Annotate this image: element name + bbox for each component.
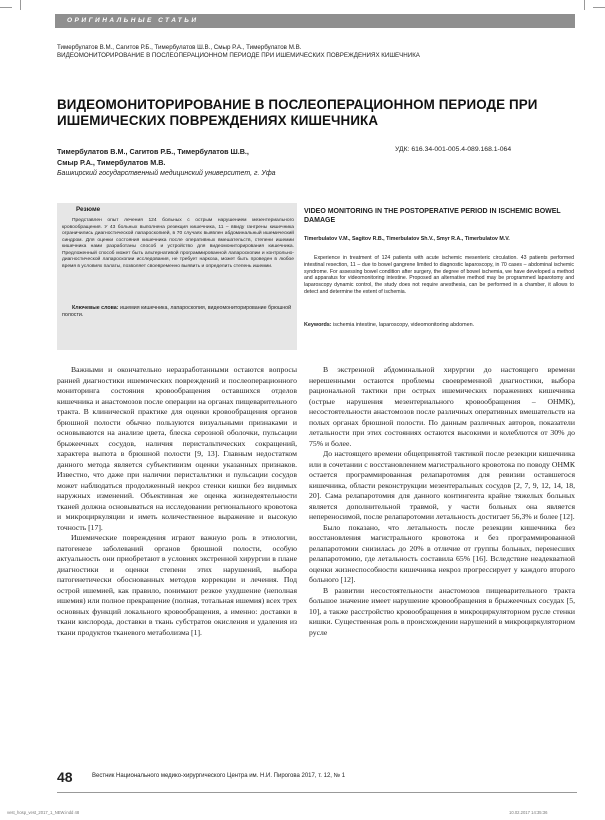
udk-code: УДК: 616.34-001-005.4-089.168.1-064	[395, 146, 512, 153]
paragraph: До настоящего времени общепринятой тактикой после резекции кишечника или в сочетании с восстановлением магистрального кровотока по поводу ОНМК остается программированная релапаротомия для ревизии оставшегося кишечника, области реконструкции мезентеральных сосудов [2, 7, 9, 12, 14, 18, 20]. Сама релапаротомия для данного контингента крайне тяжелых больных является дополнительной травмой, у части больных она является непереносимой, после релапаротомии летальность достигает 56,3% и более [12].	[309, 449, 575, 521]
paragraph: Было показано, что летальность после резекции кишечника без восстановления магистрального кровотока и без программированной релапаротомии снизилась до 20% в отличие от группы больных, перенесших релапаротомию, где летальность составила 65% [16]. Вследствие неадекватной оценки жизнеспособности кишечника некроз прогрессирует у каждого второго больного [12].	[309, 522, 575, 584]
running-header-authors: Тимербулатов В.М., Сагитов Р.Б., Тимербулатов Ш.В., Смыр Р.А., Тимербулатов М.В.	[57, 44, 302, 51]
paragraph: В экстренной абдоминальной хирургии до настоящего времени нерешенными остаются проблемы своевременной диагностики, выбора рациональной тактики при острых ишемических поражениях кишечника (острые нарушения мезентериального кровообращения – ОНМК), несостоятельности анастомозов после различных оперативных вмешательств на полых органах брюшной полости. По данным различных авторов, показатели летальности при этих состояниях остаются высокими и колеблются от 30% до 75% и более.	[309, 365, 575, 448]
running-header-title: ВИДЕОМОНИТОРИРОВАНИЕ В ПОСЛЕОПЕРАЦИОННОМ ПЕРИОДЕ ПРИ ИШЕМИЧЕСКИХ ПОВРЕЖДЕНИЯХ КИШЕЧНИКА	[57, 52, 420, 59]
page-number: 48	[57, 769, 73, 785]
abstract-en-authors: Timerbulatov V.M., Sagitov R.B., Timerbulatov Sh.V., Smyr R.A., Timerbulatov M.V.	[304, 236, 510, 242]
authors-line-2: Смыр Р.А., Тимербулатов М.В.	[57, 157, 166, 167]
abstract-en-title: VIDEO MONITORING IN THE POSTOPERATIVE PERIOD IN ISCHEMIC BOWEL DAMAGE	[304, 208, 561, 224]
paragraph: Важными и окончательно неразработанными остаются вопросы ранней диагностики ишемических повреждений и послеоперационного мониторинга состояния кровообращения оставшихся отделов кишечника и анастомозов после операции на органах пищеварительного тракта. В клинической практике для оценки кровообращения органов брюшной полости обычно пользуются визуальными признаками и основываются на анализе цвета, блеска серозной оболочки, пульсации брыжеечных сосудов, наличия перистальтических сокращений, характера выпота в брюшной полости [9, 13]. Главным недостатком данного метода является субъективизм оценки указанных признаков. Известно, что даже при наличии перистальтики и пульсации сосудов может наблюдаться продолженный некроз стенки кишки без видимых наружных изменений. Объективная же оценка жизнедеятельности тканей должна основываться на исследовании регионального кровотока и микроциркуляции и иметь количественное выражение и высокую точность [17].	[57, 365, 297, 532]
abstract-en-keywords	[304, 322, 574, 328]
paragraph: Ишемические повреждения играют важную роль в этиологии, патогенезе заболеваний органов брюшной полости, особую актуальность они приобретают в условиях экстренной хирургии в плане диагностики и оценки степени этих нарушений, выбора патогенетически обоснованных методов коррекции и лечения. Под острой ишемией, как правило, понимают резкое ухудшение (неполная ишемия) или полное прекращение (полная, тотальная ишемия) всех трех основных функций локального кровообращения, а именно: доставки в ткани кислорода, доставки в ткань субстратов окисления и удаления из ткани продуктов тканевого метаболизма [1].	[57, 533, 297, 637]
journal-name: Вестник Национального медико-хирургического Центра им. Н.И. Пирогова 2017, т. 12, № 1	[92, 773, 346, 779]
keywords-text-en: ischemia intestine, laparoscopy, videomonitoring abdomen.	[333, 322, 475, 328]
abstract-ru-keywords	[62, 305, 294, 319]
crop-mark	[593, 7, 605, 8]
abstract-en-text: Experience in treatment of 124 patients with acute ischemic mesenteric circulation. 43 patients performed intestinal resection, 11 – due to bowel gangrene limited to diagnostic laparoscopy, in 70 cases – abdominal ischemic syndrome. For assessing bowel condition after surgery, the degree of bowel ischemia, we have developed a method and apparatus for videomonitoring intestine. Proposed an alternative method may be programmed laparotomy and laparoscopy dynamic control, the study does not require anesthesia, can be performed in a chamber, it allows to detect and determine the extent of ischemia.	[304, 255, 574, 295]
crop-mark	[0, 7, 12, 8]
crop-mark	[20, 0, 21, 10]
article-title: ВИДЕОМОНИТОРИРОВАНИЕ В ПОСЛЕОПЕРАЦИОННОМ ПЕРИОДЕ ПРИ ИШЕМИЧЕСКИХ ПОВРЕЖДЕНИЯХ КИШЕЧНИКА	[57, 97, 538, 128]
section-label: ОРИГИНАЛЬНЫЕ СТАТЬИ	[67, 17, 199, 24]
section-banner	[55, 14, 575, 28]
keywords-label: Ключевые слова:	[72, 305, 119, 311]
affiliation: Башкирский государственный медицинский университет, г. Уфа	[57, 170, 276, 177]
keywords-text: ишемия кишечника, лапароскопия, видеомониторирование брюшной полости.	[62, 305, 292, 318]
running-header	[57, 44, 577, 60]
print-slug-date: 10.02.2017 14:35:36	[509, 810, 548, 815]
article-authors	[57, 147, 377, 168]
abstract-ru-text: Представлен опыт лечения 124 больных с острым нарушением мезентериального кровообращения. У 43 больных выполнена резекция кишечника, 11 – ввиду гангрены кишечника ограничились диагностической лапароскопией, в 70 случаях выявлен абдоминальный ишемический синдром. Для оценки состояния кишечника после оперативных вмешательств, степени ишемии кишечника нами разработаны способ и устройство для видеомониторирования кишечника. Предложенный способ может быть альтернативой программированной лапароскопии и контрольно-диагностической лапароскопии исследования, не требует наркоза, может быть проведен в любое время в условиях палаты, позволяет своевременно выявить и определить степень ишемии.	[62, 218, 294, 269]
body-column-left	[57, 365, 297, 638]
paragraph: В развитии несостоятельности анастомозов пищеварительного тракта большое значение имеет нарушение кровообращения в брыжеечных сосудах [5, 10], а также расстройство кровообращения в микроциркуляторном русле стенки кишки. Существенная роль в происхождении нарушений в микроциркуляторном русле	[309, 585, 575, 637]
footer-divider	[57, 792, 577, 793]
body-column-right	[309, 365, 575, 638]
crop-mark	[584, 0, 585, 10]
abstract-ru-label: Резюме	[76, 206, 101, 213]
keywords-label-en: Keywords:	[304, 322, 332, 328]
print-slug-file: vest_hosp_vest_2017_1_NEW.indd 48	[7, 810, 80, 815]
authors-line-1: Тимербулатов В.М., Сагитов Р.Б., Тимербулатов Ш.В.,	[57, 147, 249, 156]
